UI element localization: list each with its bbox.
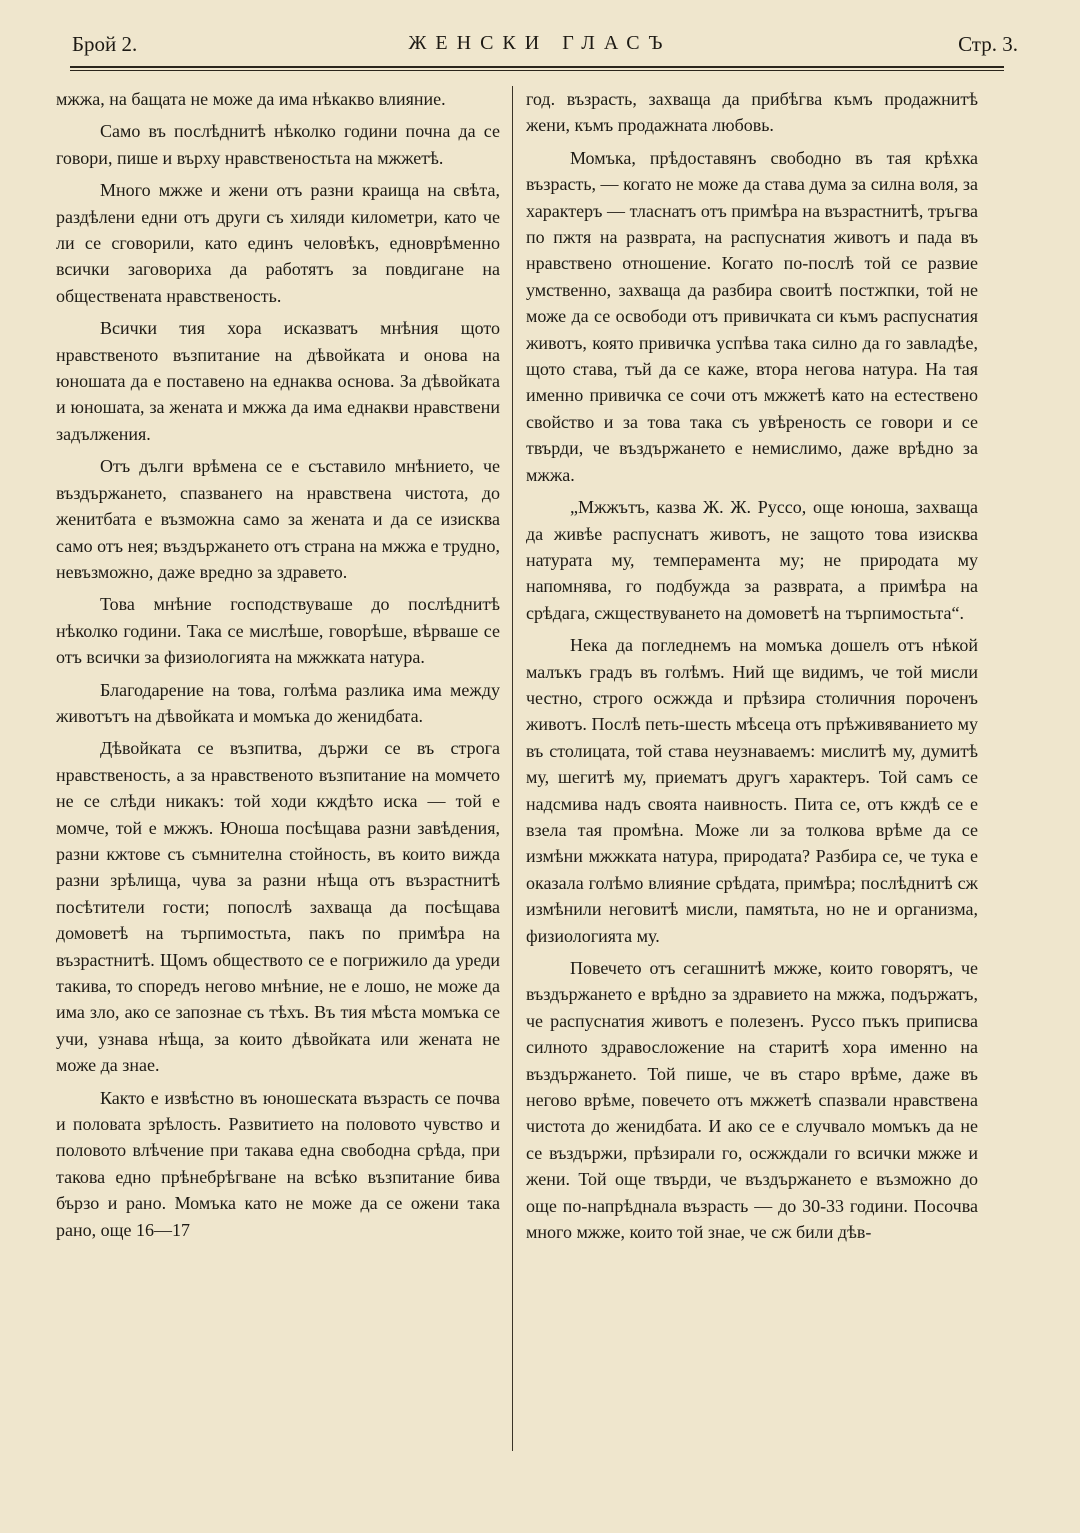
left-column — [56, 86, 500, 1249]
issue-number: Брой 2. — [72, 32, 138, 56]
column-divider — [512, 86, 513, 1451]
page-number: Стр. 3. — [958, 32, 1018, 56]
paragraph: Дѣвойката се възпитва, държи се въ строга нравственость, а за нравственото възпитание на момчето не се слѣди никакъ: той ходи кждѣто иска — той е момче, той е мжжъ. Юноша посѣщава разни завѣдения, разни кжтове съ съмнителна стойность, въ които вижда разни зрѣлища, чува за разни нѣща отъ възрастнитѣ посѣтители гости; попослѣ захваща да посѣщава домоветѣ на търпимостьта, пакъ по примѣра на възрастнитѣ. Щомъ обществото се е погрижило да уреди такива, то споредъ негово мнѣние, не е лошо, не може да има зло, ако се запознае съ тѣхъ. Въ тия мѣста момъка се учи, узнава нѣща, за които дѣвойката или жената не може да знае. — [56, 738, 500, 1076]
paragraph: Само въ послѣднитѣ нѣколко години почна да се говори, пише и върху нравственостьта на мжжетѣ. — [56, 121, 500, 168]
paragraph: год. възрасть, захваща да прибѣгва къмъ продажнитѣ жени, къмъ продажната любовь. — [526, 89, 978, 136]
paragraph: Нека да погледнемъ на момъка дошелъ отъ нѣкой малъкъ градъ въ голѣмъ. Ний ще видимъ, че той мисли честно, строго осжжда и прѣзира столичния пороченъ животъ. Послѣ петь-шесть мѣсеца отъ прѣживяванието му въ столицата, той става неузнаваемъ: мислитѣ му, думитѣ му, шегитѣ му, приематъ другъ характеръ. Той самъ се надсмива надъ своята наивность. Пита се, отъ кждѣ се е взела тая промѣна. Може ли за толкова врѣме да се измѣни мжжката натура, природата? Разбира се, че тука е оказала голѣмо влияние срѣдата, примѣра; послѣднитѣ сж измѣнили неговитѣ мисли, памятьта, но не и организма, физиологията му. — [526, 635, 978, 946]
paragraph: Много мжже и жени отъ разни краища на свѣта, раздѣлени едни отъ други съ хиляди километри, като че ли се сговорили, като единъ человѣкъ, едноврѣменно всички заговориха да работятъ за повдигане на обществената нравственость. — [56, 180, 500, 306]
page-header — [62, 28, 1018, 64]
paragraph: Всички тия хора исказватъ мнѣния щото нравственото възпитание на дѣвойката и онова на юношата да е поставено на еднаква основа. За дѣвойката и юношата, за жената и мжжа да има еднакви нравствени задължения. — [56, 318, 500, 444]
newspaper-title: ЖЕНСКИ ГЛАСЪ — [408, 32, 672, 54]
header-rule-thin — [70, 70, 1004, 71]
paragraph: Благодарение на това, голѣма разлика има между животътъ на дѣвойката и момъка до женидбата. — [56, 679, 500, 726]
paragraph: „Мжжътъ, казва Ж. Ж. Руссо, още юноша, захваща да живѣе распуснатъ животъ, не защото това изисква натурата му, темперамента му; не природата му напомнява, го подбужда за разврата, а примѣра на срѣдага, сжществуването на домоветѣ на търпимостьта“. — [526, 497, 978, 623]
paragraph: Това мнѣние господствуваше до послѣднитѣ нѣколко години. Така се мислѣше, говорѣше, вѣрваше се отъ всички за физиологията на мжжката натура. — [56, 594, 500, 668]
paragraph: мжжа, на бащата не може да има нѣкакво влияние. — [56, 89, 446, 109]
paragraph: Повечето отъ сегашнитѣ мжже, които говорятъ, че въздържането е врѣдно за здравието на мжжа, подържатъ, че распуснатия животъ е полезенъ. Руссо пъкъ приписва силното здравосложение на старитѣ хора именно на въздържането. Той пише, че въ старо врѣме, даже въ негово врѣме, повечето отъ мжжетѣ спазвали нравствена чистота до женидбата. И ако се е случвало момъкъ да не се въздържи, прѣзирали го, осжждали го всички мжже и жени. Той още твърди, че въздържането е възможно до още по-напрѣднала възрасть — до 30-33 години. Посочва много мжже, които той знае, че сж били дѣв- — [526, 958, 978, 1243]
header-rule — [70, 66, 1004, 68]
paragraph: Отъ дълги врѣмена се е съставило мнѣнието, че въздържането, спазванего на нравствена чистота, до женитбата е възможна само за жената и да се изисква само отъ нея; въздържането отъ страна на мжжа е трудно, невъзможно, даже вредно за здравето. — [56, 456, 500, 582]
paragraph: Момъка, прѣдоставянъ свободно въ тая крѣхка възрасть, — когато не може да става дума за силна воля, за характеръ — тласнатъ отъ примѣра на възрастнитѣ, тръгва по пжтя на разврата, на распуснатия животъ и пада въ нравствено отношение. Когато по-послѣ той се развие умственно, захваща да разбира своитѣ постжпки, той не може да се освободи отъ привичката си къмъ распуснатия животъ, която привичка успѣва така силно да го завладѣе, щото става, тъй да се каже, втора негова натура. На тая именно привичка се сочи отъ мжжетѣ като на естествено свойство и за това така съ увѣреность се говори и се твърди, че въздържането е немислимо, даже врѣдно за мжжа. — [526, 147, 978, 485]
right-column — [526, 86, 978, 1251]
paragraph: Както е извѣстно въ юношеската възрасть се почва и половата зрѣлость. Развитието на половото чувство и половото влѣчение при такава една свободна срѣда, при такова едно прѣнебрѣгване на всѣко възпитание бива бързо и рано. Момъка като не може да се ожени така рано, още 16—17 — [56, 1087, 500, 1240]
